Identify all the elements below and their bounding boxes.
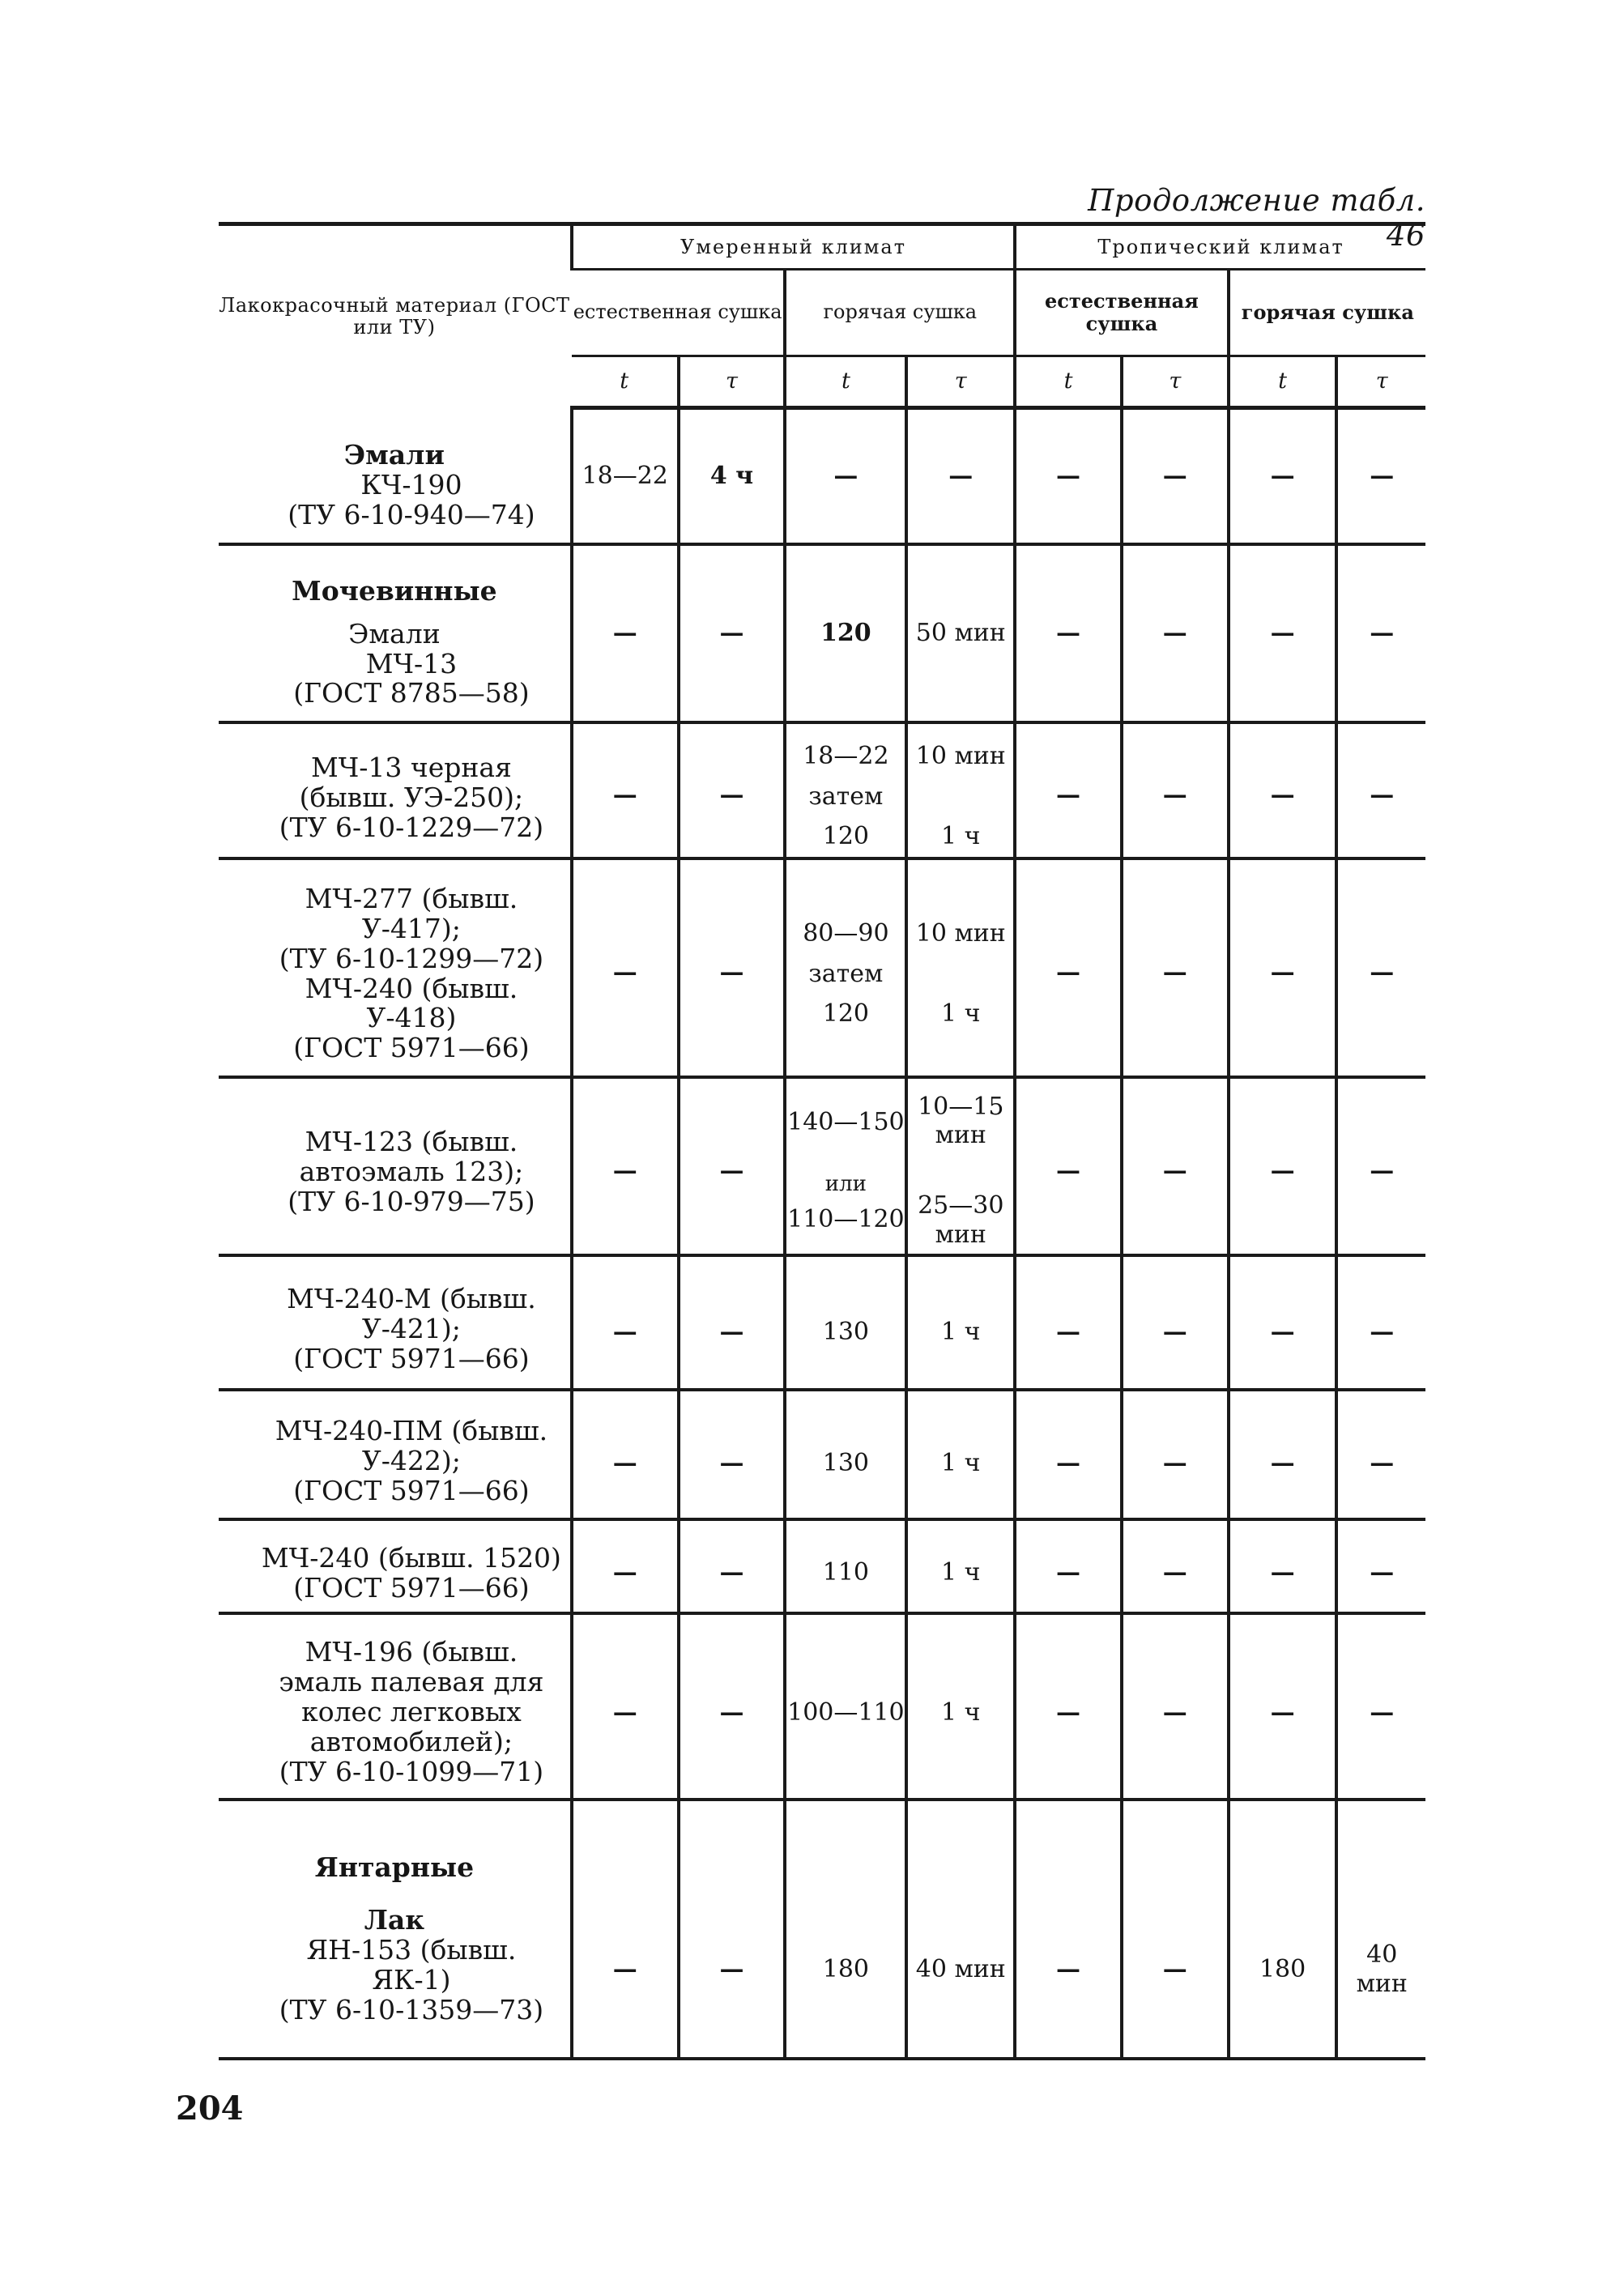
value-cell: —	[1015, 1255, 1122, 1390]
value-cell: —	[679, 1077, 786, 1255]
value-cell: 100—110	[785, 1613, 906, 1800]
value-cell: —	[679, 1613, 786, 1800]
value-cell: —	[1229, 1390, 1337, 1519]
hot-time-1: 10 мин	[915, 742, 1006, 771]
header-t: t	[1015, 356, 1122, 408]
material-cell	[219, 1613, 572, 1800]
value-cell: 40 мин	[906, 1800, 1015, 2059]
value-cell: —	[572, 544, 679, 722]
value-cell: —	[906, 408, 1015, 544]
value-cell: 4 ч	[679, 408, 786, 544]
table-row	[219, 1613, 1425, 1800]
value-cell: —	[1122, 858, 1229, 1077]
value-cell: —	[1015, 544, 1122, 722]
material-cell	[219, 1255, 572, 1390]
value-cell: —	[1336, 1390, 1425, 1519]
value-cell: —	[1015, 858, 1122, 1077]
table-row	[219, 1390, 1425, 1519]
value-cell: —	[1336, 544, 1425, 722]
material-name: КЧ-190 (ТУ 6-10-940—74)	[288, 469, 535, 530]
header-t: t	[785, 356, 906, 408]
header-tau: τ	[1336, 356, 1425, 408]
value-cell: —	[1336, 408, 1425, 544]
value-cell: —	[572, 1390, 679, 1519]
value-cell: —	[679, 544, 786, 722]
value-cell: —	[1015, 408, 1122, 544]
table-row	[219, 722, 1425, 858]
value-cell: —	[1122, 1077, 1229, 1255]
value-cell	[785, 1077, 906, 1255]
drying-conditions-table	[219, 222, 1425, 2060]
value-cell: 40 мин	[1336, 1800, 1425, 2059]
hot-time-2: 1 ч	[941, 822, 981, 851]
header-tropical-hot: горячая сушка	[1229, 270, 1425, 356]
value-cell: —	[1015, 1077, 1122, 1255]
value-cell: —	[679, 1255, 786, 1390]
value-cell: —	[1336, 1077, 1425, 1255]
value-cell: —	[1015, 1390, 1122, 1519]
value-cell: —	[1229, 1519, 1337, 1613]
value-cell: 180	[1229, 1800, 1337, 2059]
table-row	[219, 408, 1425, 544]
header-tropical-natural: естественная сушка	[1015, 270, 1229, 356]
value-cell: —	[1122, 1255, 1229, 1390]
material-name: МЧ-240-М (бывш. У-421); (ГОСТ 5971—66)	[287, 1283, 536, 1374]
header-t: t	[1229, 356, 1337, 408]
material-name: МЧ-13 (ГОСТ 8785—58)	[293, 647, 530, 709]
header-tropical-climate: Тропический климат	[1015, 224, 1425, 270]
value-cell: 1 ч	[906, 1613, 1015, 1800]
table-row	[219, 1519, 1425, 1613]
value-cell: —	[1229, 408, 1337, 544]
value-cell: —	[679, 858, 786, 1077]
material-cell	[219, 1519, 572, 1613]
value-cell: —	[572, 858, 679, 1077]
table-row	[219, 858, 1425, 1077]
hot-temperature-1: 18—22	[803, 742, 889, 771]
table-row	[219, 1800, 1425, 2059]
group-heading: Янтарные	[314, 1851, 475, 1884]
hot-time-2: 25—30 мин	[918, 1191, 1004, 1249]
value-cell: —	[1336, 722, 1425, 858]
material-cell	[219, 858, 572, 1077]
value-cell: —	[1122, 544, 1229, 722]
value-cell: —	[1229, 1255, 1337, 1390]
value-cell: 120	[785, 544, 906, 722]
value-cell: 130	[785, 1390, 906, 1519]
header-material: Лакокрасочный материал (ГОСТ или ТУ)	[219, 224, 572, 408]
value-cell	[906, 1077, 1015, 1255]
material-name: ЯН-153 (бывш. ЯК-1) (ТУ 6-10-1359—73)	[279, 1934, 544, 2026]
table-caption: Продолжение табл. 46	[1088, 183, 1425, 253]
value-cell: —	[572, 1519, 679, 1613]
value-cell: 1 ч	[906, 1390, 1015, 1519]
separator-word: затем	[808, 959, 884, 988]
material-category: Эмали	[343, 439, 445, 471]
material-name: МЧ-240 (бывш. 1520) (ГОСТ 5971—66)	[261, 1541, 561, 1604]
value-cell: 130	[785, 1255, 906, 1390]
header-tau: τ	[906, 356, 1015, 408]
material-cell	[219, 722, 572, 858]
group-heading: Мочевинные	[292, 574, 497, 607]
hot-time-1: 10 мин	[915, 919, 1006, 948]
value-cell: —	[1336, 1519, 1425, 1613]
value-cell: 50 мин	[906, 544, 1015, 722]
value-cell	[906, 858, 1015, 1077]
value-cell: —	[1122, 408, 1229, 544]
value-cell: —	[1122, 1613, 1229, 1800]
material-name: МЧ-240-ПМ (бывш. У-422); (ГОСТ 5971—66)	[275, 1415, 548, 1506]
material-category: Лак	[364, 1904, 425, 1936]
page-number: 204	[176, 2089, 244, 2128]
hot-temperature-2: 110—120	[787, 1204, 905, 1233]
hot-time-2: 1 ч	[941, 999, 981, 1029]
value-cell: —	[572, 1255, 679, 1390]
header-moderate-hot: горячая сушка	[785, 270, 1015, 356]
table-row	[219, 1077, 1425, 1255]
value-cell: —	[572, 722, 679, 858]
value-cell: —	[679, 1800, 786, 2059]
value-cell: —	[1336, 1255, 1425, 1390]
material-name: МЧ-277 (бывш. У-417); (ТУ 6-10-1299—72) МЧ-240 (бывш. У-418) (ГОСТ 5971—66)	[279, 882, 544, 1064]
value-cell: 1 ч	[906, 1255, 1015, 1390]
hot-temperature-1: 140—150	[787, 1107, 905, 1136]
value-cell: —	[785, 408, 906, 544]
value-cell: —	[1015, 1519, 1122, 1613]
value-cell: —	[572, 1613, 679, 1800]
hot-temperature-2: 120	[822, 822, 869, 851]
value-cell: 18—22	[572, 408, 679, 544]
value-cell: —	[1122, 1390, 1229, 1519]
value-cell: —	[1015, 1800, 1122, 2059]
value-cell	[906, 722, 1015, 858]
value-cell: 180	[785, 1800, 906, 2059]
value-cell: —	[1229, 722, 1337, 858]
material-cell	[219, 544, 572, 722]
hot-time-1: 10—15 мин	[918, 1093, 1004, 1150]
value-cell: —	[1122, 1800, 1229, 2059]
value-cell: —	[1229, 544, 1337, 722]
hot-temperature-2: 120	[822, 999, 869, 1029]
value-cell: —	[679, 1519, 786, 1613]
value-cell: —	[1229, 1077, 1337, 1255]
value-cell: —	[1336, 1613, 1425, 1800]
header-tau: τ	[679, 356, 786, 408]
material-cell	[219, 1390, 572, 1519]
value-cell: —	[1122, 722, 1229, 858]
value-cell: —	[572, 1800, 679, 2059]
value-cell: —	[1015, 1613, 1122, 1800]
material-cell	[219, 1800, 572, 2059]
value-cell: —	[1122, 1519, 1229, 1613]
value-cell: —	[1229, 1613, 1337, 1800]
value-cell: —	[679, 722, 786, 858]
value-cell: 110	[785, 1519, 906, 1613]
header-moderate-climate: Умеренный климат	[572, 224, 1015, 270]
separator-word: или	[824, 1172, 867, 1197]
material-name: МЧ-196 (бывш. эмаль палевая для колес легковых автомобилей); (ТУ 6-10-1099—71)	[279, 1636, 544, 1787]
value-cell	[785, 722, 906, 858]
material-category: Эмали	[348, 617, 441, 650]
value-cell: —	[1229, 858, 1337, 1077]
value-cell: 1 ч	[906, 1519, 1015, 1613]
value-cell: —	[679, 1390, 786, 1519]
value-cell: —	[1015, 722, 1122, 858]
header-t: t	[572, 356, 679, 408]
header-tau: τ	[1122, 356, 1229, 408]
material-cell	[219, 1077, 572, 1255]
material-name: МЧ-13 черная (бывш. УЭ-250); (ТУ 6-10-1229—72)	[279, 752, 544, 843]
table-row	[219, 544, 1425, 722]
separator-word: затем	[808, 782, 884, 811]
material-name: МЧ-123 (бывш. автоэмаль 123); (ТУ 6-10-979—75)	[288, 1126, 535, 1217]
header-moderate-natural: естественная сушка	[572, 270, 786, 356]
material-cell	[219, 408, 572, 544]
value-cell: —	[572, 1077, 679, 1255]
hot-temperature-1: 80—90	[803, 919, 889, 948]
table-row	[219, 1255, 1425, 1390]
value-cell: —	[1336, 858, 1425, 1077]
value-cell	[785, 858, 906, 1077]
